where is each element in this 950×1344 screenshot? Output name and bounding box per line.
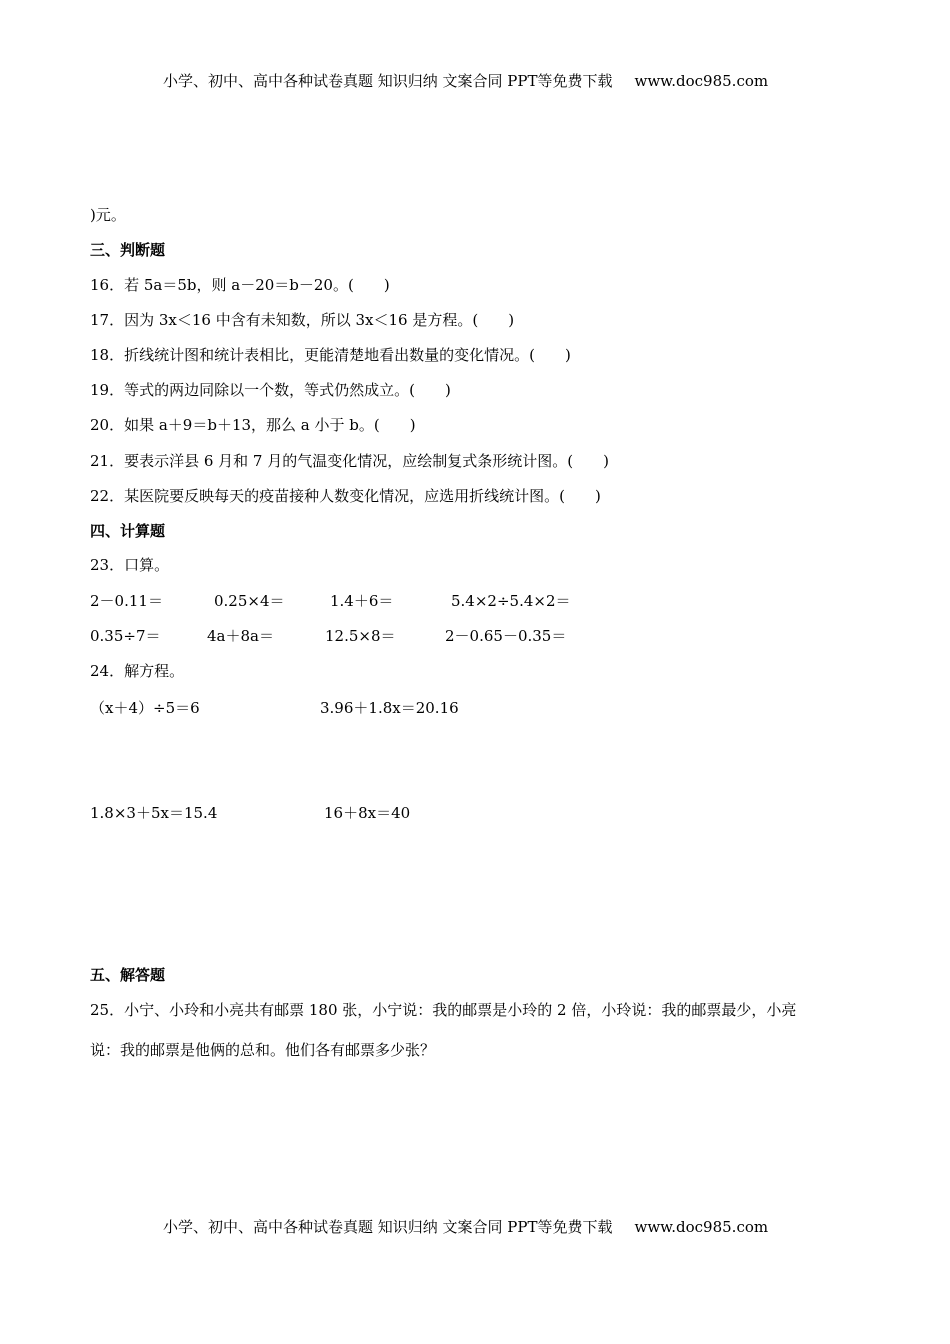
equation-item: 16＋8x＝40 [324, 804, 411, 822]
oral-calc-item: 0.25×4＝ [214, 592, 285, 610]
continuation-text: )元。 [90, 206, 126, 224]
oral-calc-item: 1.4＋6＝ [330, 592, 394, 610]
header-site-link[interactable]: www.doc985.com [634, 72, 769, 90]
question-25-line-1: 25．小宁、小玲和小亮共有邮票 180 张，小宁说：我的邮票是小玲的 2 倍，小玲说：我的邮票最少，小亮 [90, 1001, 797, 1019]
section-title-answer: 五、解答题 [90, 966, 166, 984]
equation-item: 3.96＋1.8x＝20.16 [320, 699, 459, 717]
section-title-judgement: 三、判断题 [90, 241, 166, 259]
header-text: 小学、初中、高中各种试卷真题 知识归纳 文案合同 PPT等免费下载 [163, 72, 613, 90]
oral-calc-item: 2－0.11＝ [90, 592, 163, 610]
question-25-line-2: 说：我的邮票是他俩的总和。他们各有邮票多少张？ [90, 1041, 436, 1059]
oral-calc-item: 4a＋8a＝ [207, 627, 274, 645]
question-24-label: 24．解方程。 [90, 662, 185, 680]
question-16: 16．若 5a＝5b，则 a－20＝b－20。( ) [90, 276, 390, 294]
question-22: 22．某医院要反映每天的疫苗接种人数变化情况，应选用折线统计图。( ) [90, 487, 601, 505]
section-title-calculation: 四、计算题 [90, 522, 166, 540]
question-21: 21．要表示洋县 6 月和 7 月的气温变化情况，应绘制复式条形统计图。( ) [90, 452, 609, 470]
footer-site-link[interactable]: www.doc985.com [634, 1218, 769, 1236]
oral-calc-item: 0.35÷7＝ [90, 627, 161, 645]
question-17: 17．因为 3x＜16 中含有未知数，所以 3x＜16 是方程。( ) [90, 311, 515, 329]
page-header [163, 70, 768, 91]
footer-text: 小学、初中、高中各种试卷真题 知识归纳 文案合同 PPT等免费下载 [163, 1218, 613, 1236]
question-20: 20．如果 a＋9＝b＋13，那么 a 小于 b。( ) [90, 416, 416, 434]
question-19: 19．等式的两边同除以一个数，等式仍然成立。( ) [90, 381, 451, 399]
question-23-label: 23．口算。 [90, 556, 170, 574]
equation-item: （x＋4）÷5＝6 [90, 699, 200, 717]
oral-calc-item: 2－0.65－0.35＝ [445, 627, 567, 645]
oral-calc-item: 5.4×2÷5.4×2＝ [451, 592, 571, 610]
question-18: 18．折线统计图和统计表相比，更能清楚地看出数量的变化情况。( ) [90, 346, 571, 364]
equation-item: 1.8×3＋5x＝15.4 [90, 804, 218, 822]
page-footer [163, 1216, 768, 1237]
oral-calc-item: 12.5×8＝ [325, 627, 396, 645]
